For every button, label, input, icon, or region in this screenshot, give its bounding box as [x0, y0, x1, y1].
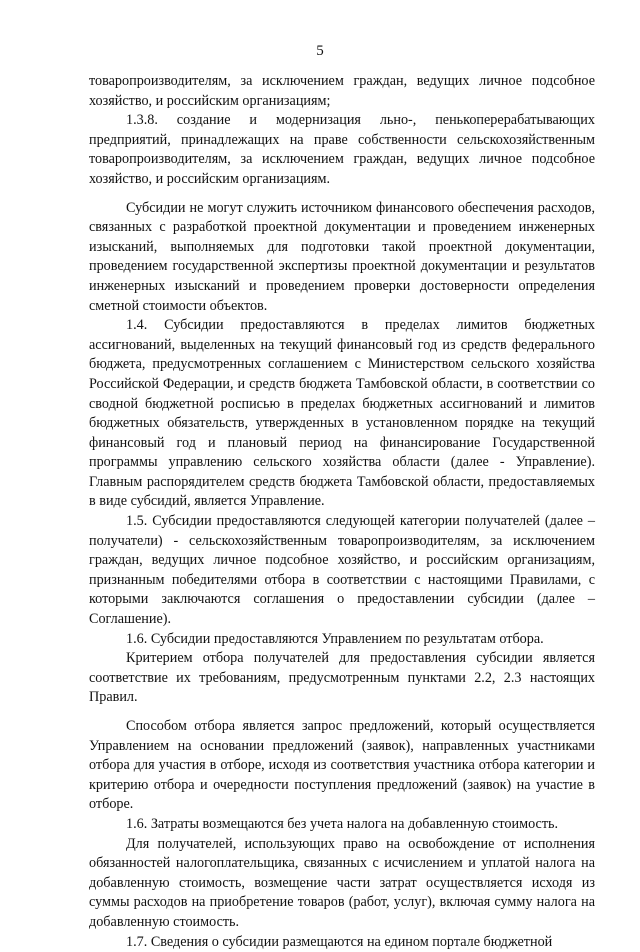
paragraph-selection-criterion: Критерием отбора получателей для предоставления субсидии является соответствие их требованиям, предусмотренным пунктами 2.2, 2.3 настоящих Правил. [89, 650, 595, 706]
paragraph-1-3-8: 1.3.8. создание и модернизация льно-, пенькоперерабатывающих предприятий, принадлежащих на праве собственности сельскохозяйственным товаропроизводителям, за исключением граждан, ведущих личное подсобное хозяйство, и российским организациям. [89, 112, 595, 187]
paragraph-1-4: 1.4. Субсидии предоставляются в пределах лимитов бюджетных ассигнований, выделенных на текущий финансовый год из средств федерального бюджета, предусмотренных соглашением с Министерством сельского хозяйства Российской Федерации, и средств бюджета Тамбовской области, в соответствии со сводной бюджетной росписью в пределах бюджетных ассигнований и лимитов бюджетных обязательств, утвержденных в установленном порядке на текущий финансовый год и плановый период на финансирование Государственной программы управлению сельского хозяйства области (далее - Управление). Главным распорядителем средств бюджета Тамбовской области, предоставляемых в виде субсидий, является Управление. [89, 317, 595, 510]
paragraph-selection-method: Способом отбора является запрос предложений, который осуществляется Управлением на основании предложений (заявок), направленных участниками отбора для участия в отборе, исходя из соответствия участника отбора категории и критерию отбора и очередности поступления предложений (заявок) на участие в отборе. [89, 718, 595, 813]
paragraph-vat-exemption: Для получателей, использующих право на освобождение от исполнения обязанностей налогоплательщика, связанных с исчислением и уплатой налога на добавленную стоимость, возмещение части затрат осуществляется исходя из суммы расходов на приобретение товаров (работ, услуг), включая сумму налога на добавленную стоимость. [89, 835, 595, 930]
document-body [89, 72, 595, 952]
paragraph-continuation: товаропроизводителям, за исключением граждан, ведущих личное подсобное хозяйство, и российским организациям; [89, 73, 595, 109]
page-number: 5 [316, 43, 324, 59]
paragraph-1-6-costs: 1.6. Затраты возмещаются без учета налога на добавленную стоимость. [126, 815, 559, 832]
paragraph-1-7: 1.7. Сведения о субсидии размещаются на едином портале бюджетной [126, 933, 553, 950]
paragraph-1-6-selection: 1.6. Субсидии предоставляются Управлением по результатам отбора. [126, 630, 544, 647]
paragraph-subsidy-restriction: Субсидии не могут служить источником финансового обеспечения расходов, связанных с разработкой проектной документации и проведением инженерных изысканий, выполняемых для подготовки такой проектной документации, проведением государственной экспертизы проектной документации и результатов инженерных изысканий и проведением проверки достоверности определения сметной стоимости объектов. [89, 199, 595, 314]
paragraph-1-5: 1.5. Субсидии предоставляются следующей категории получателей (далее – получатели) - сельскохозяйственным товаропроизводителям, за исключением граждан, ведущих личное подсобное хозяйство, и российским организациям, признанным победителями отбора в соответствии с настоящими Правилами, с которыми заключаются соглашения о предоставлении субсидии (далее – Соглашение). [89, 513, 595, 628]
